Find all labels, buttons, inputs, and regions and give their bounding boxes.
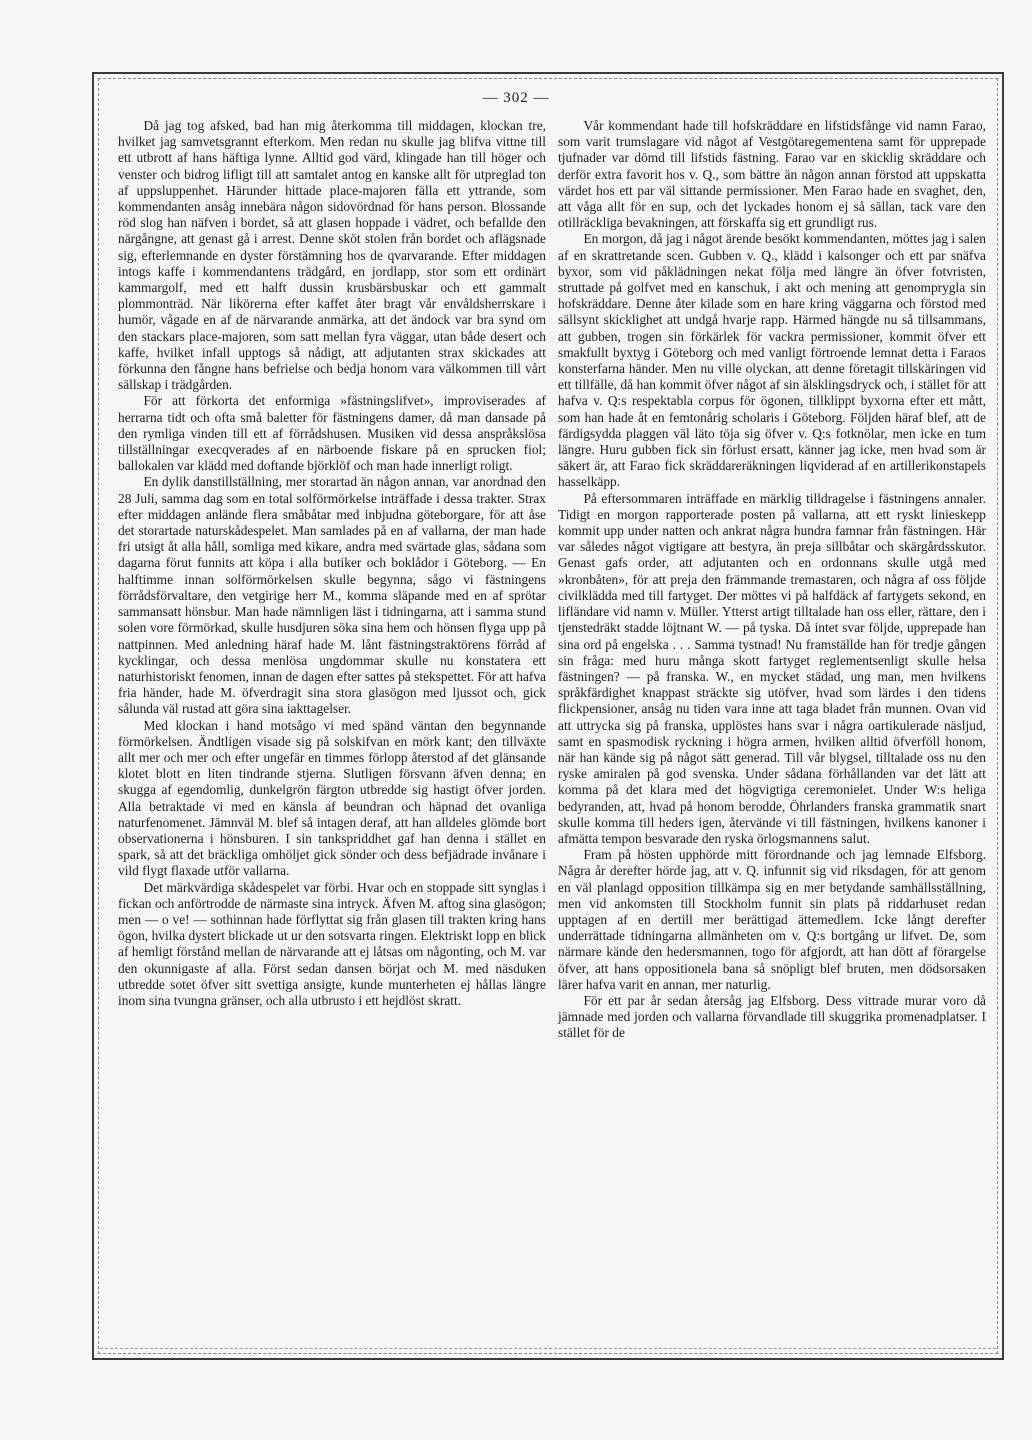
- paragraph: Det märkvärdiga skådespelet var förbi. Hvar och en stoppade sitt synglas i fickan och anförtrodde de närmaste sina intryck. Äfven M. aftog sina glasögon; men — o ve! — sothinnan hade förflyttat sig från glasen till trakten kring hans ögon, hvilka dystert blickade ut ur den sotsvarta ringen. Elektriskt lopp en blick af hemligt förstånd mellan de närvarande att ej låtsas om någonting, och M. var den okunnigaste af alla. Först sedan dansen börjat och M. med näsduken utbredde sotet öfver sitt svettiga ansigte, kunde munterheten ej hållas längre inom sina tvungna gränser, och alla utbrusto i ett hejdlöst skratt.: [118, 879, 546, 1008]
- bottom-rule: [100, 1348, 996, 1349]
- left-column: [118, 118, 546, 1009]
- paragraph: Vår kommendant hade till hofskräddare en lifstidsfånge vid namn Farao, som varit trumslagare vid något af Vestgötaregementena samt för upprepade tjufnader var dömd till lifstids fästning. Farao var en skicklig skräddare och derför extra favorit hos v. Q., som bättre än någon annan förstod att uppskatta värdet hos ett par väl sittande permissioner. Men Farao hade en svaghet, den, att våga allt för en sup, och det lyckades honom ej så sällan, tack vare den otillräckliga bevakningen, att förskaffa sig ett grundligt rus.: [558, 118, 986, 231]
- paragraph: En dylik danstillställning, mer storartad än någon annan, var anordnad den 28 Juli, samma dag som en total solförmörkelse inträffade i dessa trakter. Strax efter middagen anlände flera småbåtar med inbjudna göteborgare, för att åse det storartade naturskådespelet. Man samlades på en af vallarna, der man hade fri utsigt åt alla håll, somliga med kikare, andra med svärtade glas, sådana som dagarna förut funnits att köpa i alla butiker och boklådor i Göteborg. — En halftimme innan solförmörkelsen skulle begynna, sågo vi fästningens förrådsförvaltare, den vetgirige herr M., komma släpande med en af sprötar sammansatt hönsbur. Man hade nämnligen läst i tidningarna, att i samma stund solen vore förmörkad, skulle husdjuren söka sina hem och hönsen flyga upp på nattpinnen. Med anledning häraf hade M. lånt fästningstraktörens förråd af kycklingar, och dessa menlösa ungdommar skulle nu konstatera ett naturhistoriskt fenomen, innan de dagen efter sattes på stekspettet. För att hafva fria händer, hade M. öfverdragit sina stora glasögon med ljussot och, gick sålunda väl rustad att göra sina iakttagelser.: [118, 474, 546, 717]
- paragraph: För att förkorta det enformiga »fästningslifvet», improviserades af herrarna tidt och ofta små baletter för fästningens damer, då man dansade på den rymliga vinden till ett af förrådshusen. Musiken vid dessa anspråkslösa tillställningar execqverades af en närboende fiskare på en sprucken fiol; ballokalen var klädd med doftande björklöf och man hade innerligt roligt.: [118, 393, 546, 474]
- paragraph: Fram på hösten upphörde mitt förordnande och jag lemnade Elfsborg. Några år derefter hörde jag, att v. Q. infunnit sig vid riksdagen, för att genom en väl planlagd opposition tillkämpa sig en mer betydande samhällsställning, men vid ankomsten till Stockholm funnit sin plats på riddarhuset redan upptagen af en dertill mer berättigad ättemedlem. Icke långt derefter underrättade tidningarna allmänheten om v. Q:s bortgång ur lifvet. De, som närmare kände den hedersmannen, togo för afgjordt, att han dött af förargelse öfver, att hans oppositionela bana så snöpligt blef bruten, men dödsorsaken lärer hafva varit en annan, mer naturlig.: [558, 847, 986, 992]
- page-number: — 302 —: [482, 90, 550, 106]
- paragraph: På eftersommaren inträffade en märklig tilldragelse i fästningens annaler. Tidigt en morgon rapporterade posten på vallarna, att ett ryskt linieskepp kommit upp under natten och ankrat några hundra famnar från fästningen. Här var således något vigtigare att bestyra, än preja sillbåtar och skärgårdsskutor. Genast gafs order, att adjutanten och en ordonnans skulle utgå med »kronbåten», för att preja den främmande tremastaren, och några af oss följde civilklädda med till fartyget. Der möttes vi på halfdäck af fartygets sekond, en lifländare vid namn v. Müller. Ytterst artigt tilltalade han oss eller, rättare, den i tjenstedräkt stadde löjtnant W. — på tyska. Då intet svar följde, upprepade han sina ord på engelska . . . Samma tystnad! Nu framställde han för tredje gången sin fråga: med huru många skott fartyget reglementsenligt skulle helsa fästningen? — på franska. W., en mycket städad, ung man, men hvilkens språkfärdighet knappast sträckte sig utöfver, hvad som lärdes i den tidens flickpensioner, ansåg nu tiden vara inne att taga bladet från munnen. Ovan vid att uttrycka sig på franska, upplöstes hans svar i några oartikulerade näsljud, samt en spasmodisk ryckning i högra armen, hvilken alltid öfverföll honom, när han kände sig på något sätt generad. Till vår blygsel, tilltalade oss nu den ryske amiralen på god svenska. Under sådana förhållanden var det lätt att komma på det klara med det högvigtiga ceremonielet. Under W:s heliga bedyranden, att, hvad på honom berodde, Öhrlanders franska grammatik snart skulle komma till heders igen, återvände vi till fästningen, hvilkens kanoner i afmätta tempon besvarade den ryska örlogsmannens salut.: [558, 490, 986, 846]
- paragraph: Med klockan i hand motsågo vi med spänd väntan den begynnande förmörkelsen. Ändtligen visade sig på solskifvan en mörk kant; den tillväxte allt mer och mer och efter ungefär en timmes förlopp återstod af det glänsande klotet blott en liten tindrande stjerna. Slutligen försvann äfven denna; en skugga af egendomlig, dunkelgrön färgton utbredde sig hastigt öfver jorden. Alla betraktade vi med en känsla af beundran och häpnad det ovanliga naturfenomenet. Jämnväl M. blef så intagen deraf, att han alldeles glömde bort observationerna i hönsburen. I sin tankspriddhet gaf han denna i stället en spark, så att det bräckliga omhöljet gick sönder och dess befjädrade invånare i vild flygt flaxade utför vallarna.: [118, 717, 546, 879]
- paragraph: En morgon, då jag i något ärende besökt kommendanten, möttes jag i salen af en skrattretande scen. Gubben v. Q., klädd i kalsonger och ett par snäfva byxor, som vid påklädningen nekat följa med längre än öfver fotvristen, struttade på golfvet med en kanschuk, i akt och mening att genomprygla sin hofskräddare. Denne åter kilade som en hare kring väggarna och förstod med sällsynt skicklighet att undgå hvarje rapp. Härmed hängde nu så tillsammans, att gubben, trogen sin förkärlek för vackra permissioner, kommit öfver ett smakfullt byxtyg i Göteborg och med vanligt förtroende lemnat detta i Faraos konsterfarna händer. Men nu ville olyckan, att denne företagit tillskäringen vid ett tillfälle, då han kommit öfver något af sin älsklingsdryck och, i stället för att hafva v. Q:s respektabla corpus för ögonen, tillklippt byxorna efter ett mått, som han hade åt en femtonårig scholaris i Göteborg. Följden häraf blef, att de färdigsydda plaggen väl läto töja sig öfver v. Q:s fotknölar, men icke en tum längre. Huru gubben fick sin förlust ersatt, känner jag icke, men hvad som är säkert är, att Farao fick skräddareräkningen liqviderad af en artillerikonstapels hasselkäpp.: [558, 231, 986, 490]
- paragraph: Då jag tog afsked, bad han mig återkomma till middagen, klockan tre, hvilket jag samvetsgrannt efterkom. Men redan nu skulle jag blifva vittne till ett utbrott af hans häftiga lynne. Alltid god värd, klingade han till höger och venster och bidrog lifligt till att samtalet antog en kanske allt för utpreglad ton af uppsluppenhet. Härunder hittade place-majoren fälla ett yttrande, som kommendanten ansåg innebära någon sidovördnad för hans person. Blossande röd slog han näfven i bordet, så att glasen hoppade i vädret, och befallde den närgångne, att genast gå i arrest. Denne sköt stolen från bordet och aflägsnade sig, efterlemnande en dyster förstämning hos de qvarvarande. Efter middagen intogs kaffe i kommendantens trädgård, en jordlapp, stor som ett ordinärt kammargolf, med ett halft dussin krusbärsbuskar och ett gammalt plommonträd. När likörerna efter kaffet åter bragt vår envåldsherrskare i humör, vågade en af de närvarande anmärka, att det ändock var bra synd om den stackars place-majoren, som satt mellan fyra väggar, utan både desert och kaffe, hvilket infall upptogs så nådigt, att adjutanten strax skickades att förkunna den fångne hans befrielse och bedja honom vara välkommen till vårt sällskap i trädgården.: [118, 118, 546, 393]
- paragraph: För ett par år sedan återsåg jag Elfsborg. Dess vittrade murar voro då jämnade med jorden och vallarna förvandlade till skuggrika promenadplatser. I stället för de: [558, 992, 986, 1041]
- right-column: [558, 118, 986, 1042]
